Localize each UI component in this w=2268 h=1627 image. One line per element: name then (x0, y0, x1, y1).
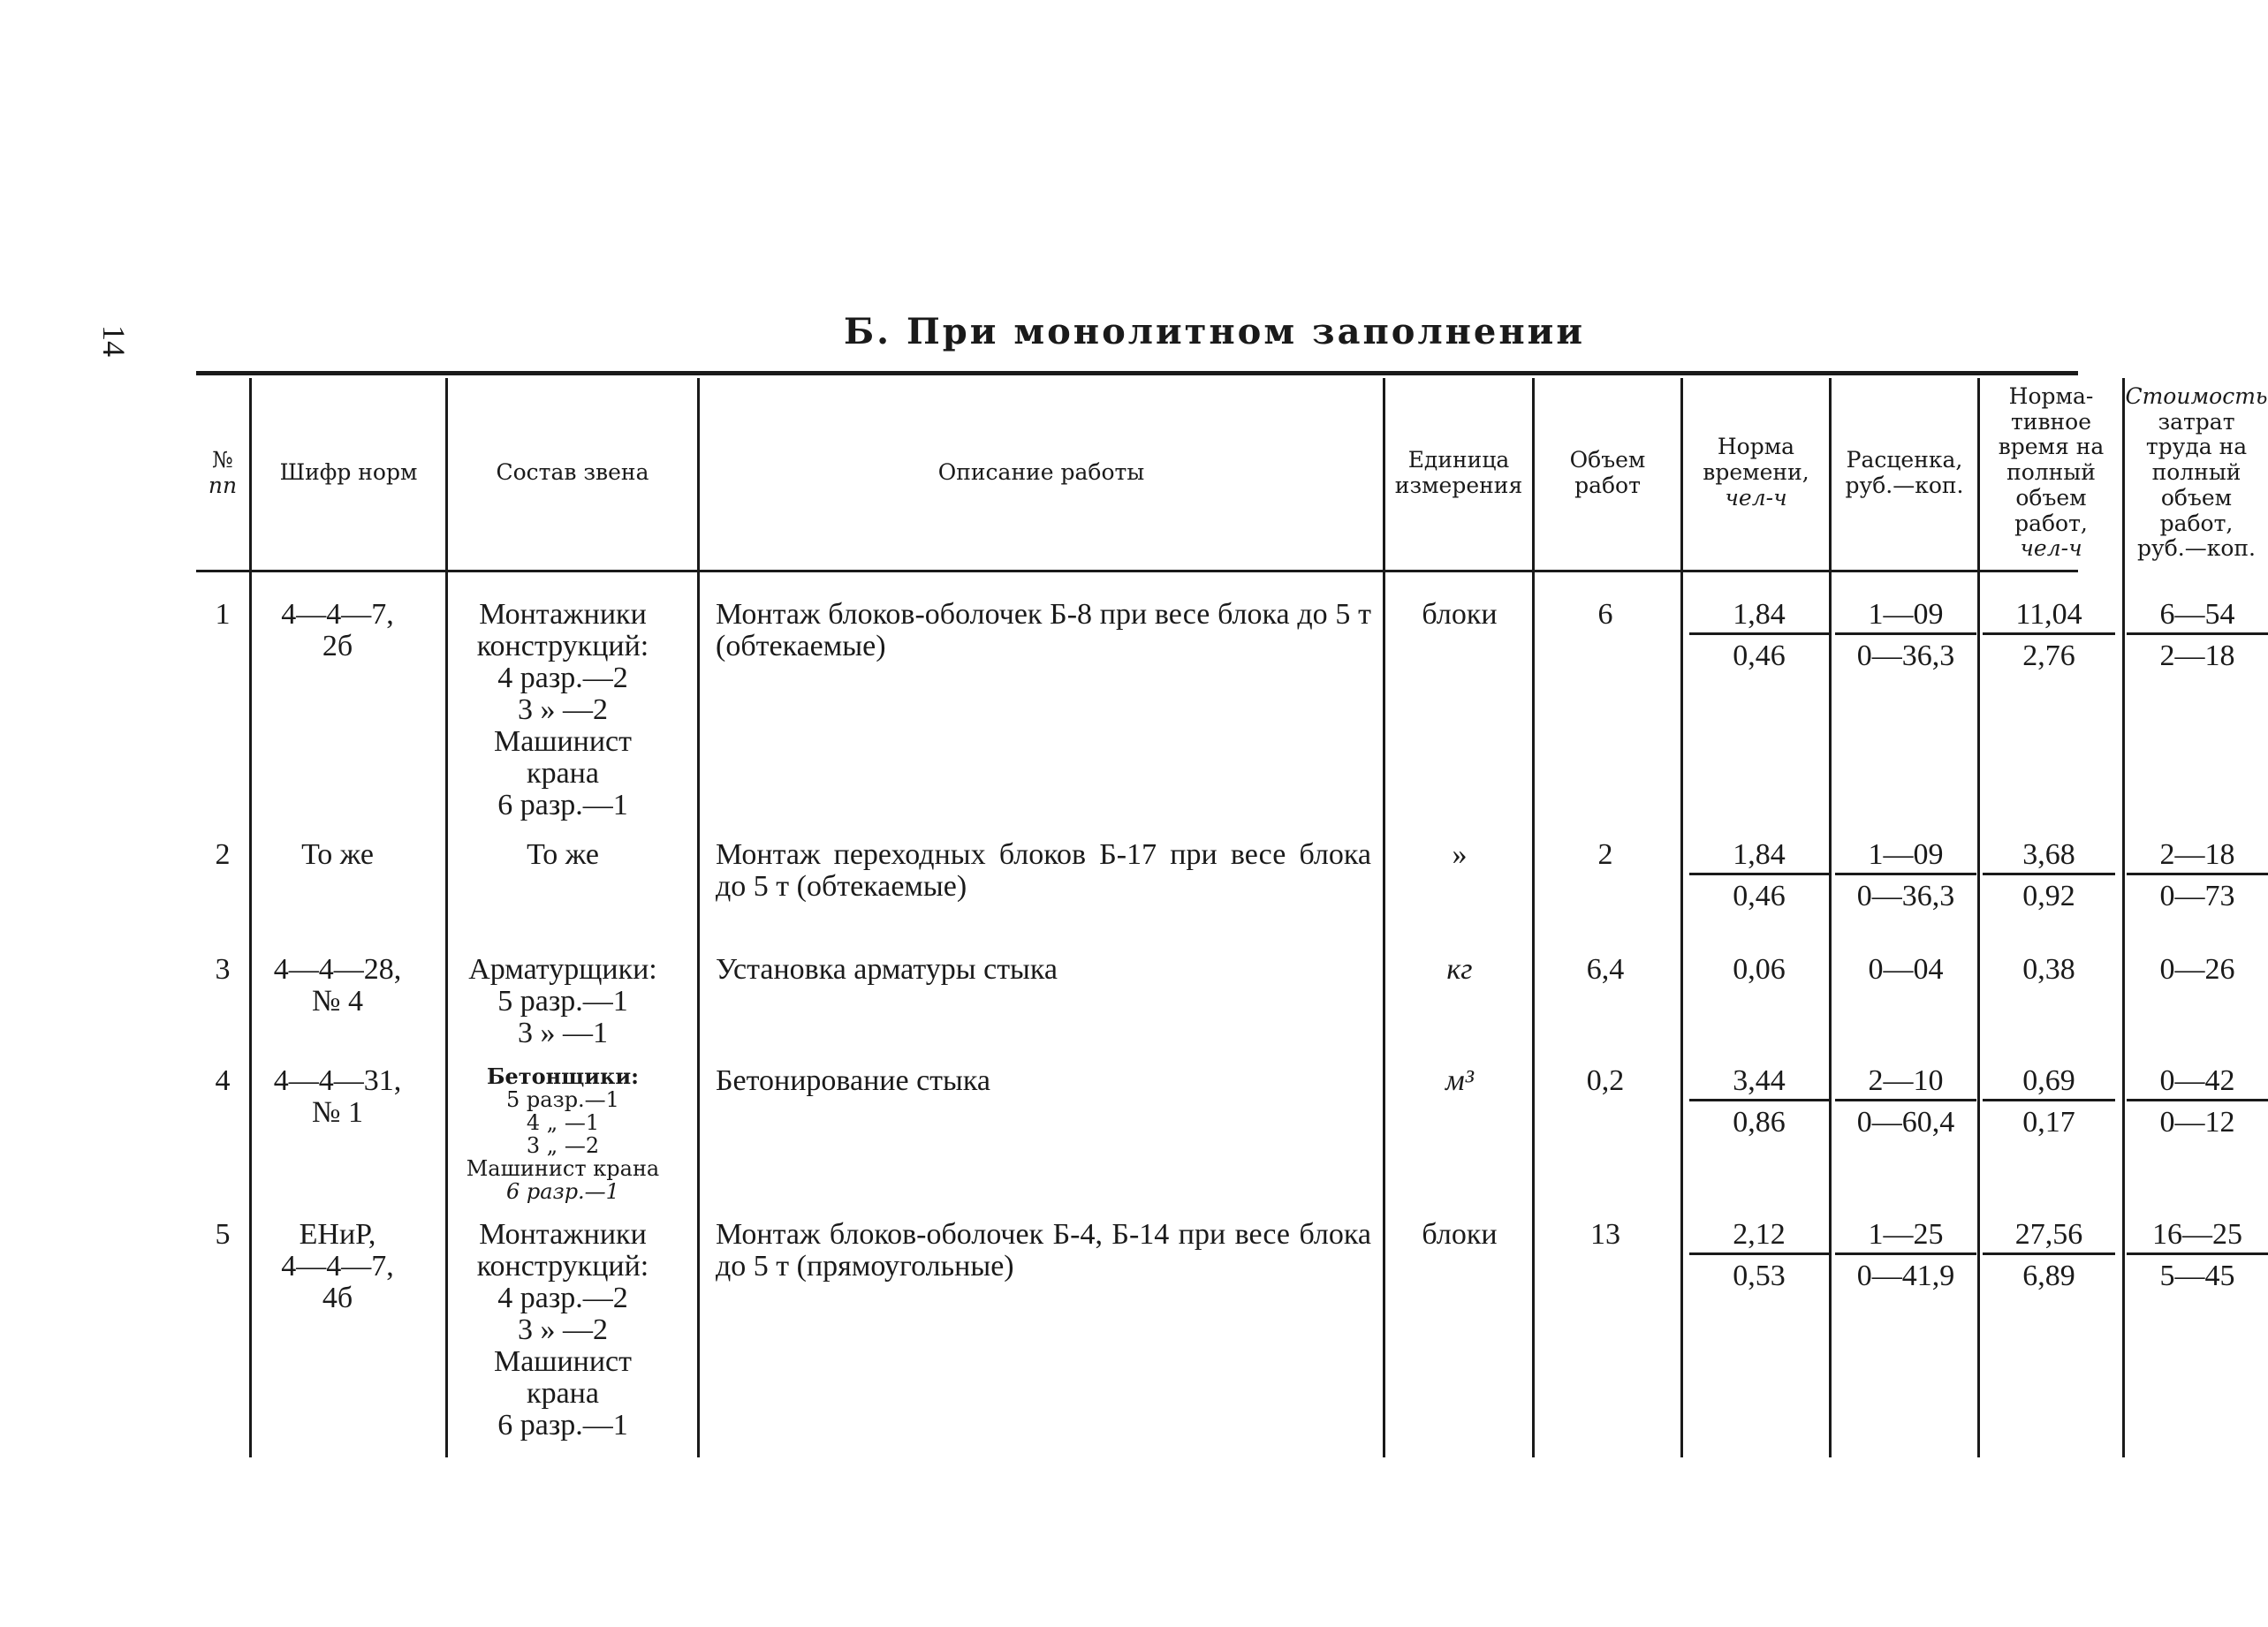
row-number: 4 (215, 1064, 231, 1097)
header-unit: Единица измерения (1394, 446, 1523, 498)
rate: 1—25 0—41,9 (1835, 1219, 1976, 1292)
volume: 6 (1597, 598, 1613, 631)
rate: 1—09 0—36,3 (1835, 839, 1976, 912)
full-cost: 2—18 0—73 (2127, 839, 2268, 912)
full-time: 0,38 (2022, 953, 2075, 986)
norm-code: 4—4—31, № 1 (273, 1064, 402, 1129)
full-time: 11,04 2,76 (1983, 599, 2115, 672)
header-full-cost: Стоимость затрат труда на полный объем работ, руб.—коп. (2125, 382, 2268, 562)
volume: 0,2 (1586, 1064, 1625, 1097)
table-top-rule (196, 371, 2078, 375)
header-code: Шифр норм (279, 459, 418, 486)
header-rate: Расценка, руб.—коп. (1845, 446, 1964, 498)
full-time: 27,56 6,89 (1983, 1219, 2115, 1292)
row-number: 3 (215, 953, 231, 986)
norm-code: 4—4—28, № 4 (273, 953, 402, 1018)
norm-code: ЕНиР, 4—4—7, 4б (281, 1218, 394, 1314)
header-norm-time: Норма времени, чел-ч (1703, 434, 1809, 511)
header-rule (196, 570, 2078, 572)
work-description: Установка арматуры стыка (716, 953, 1058, 986)
row-number: 5 (215, 1218, 231, 1251)
norm-time: 0,06 (1733, 953, 1786, 986)
unit: м³ (1445, 1064, 1474, 1097)
header-volume: Объем работ (1569, 446, 1646, 498)
work-description: Монтаж блоков-оболочек Б-8 при весе блока до 5 т (обтекаемые) (716, 598, 1371, 662)
norm-code: То же (301, 838, 374, 871)
crew-composition: Арматурщики: 5 разр.—1 3 » —1 (468, 953, 657, 1049)
crew-composition: Бетонщики: 5 разр.—1 4 „ —1 3 „ —2 Машинист крана 6 разр.—1 (466, 1063, 660, 1204)
crew-composition: То же (527, 838, 599, 871)
full-cost: 6—54 2—18 (2127, 599, 2268, 672)
page-number: 14 (96, 325, 132, 357)
header-crew: Состав звена (496, 459, 649, 486)
work-description: Монтаж переходных блоков Б-17 при весе блока до 5 т (обтекаемые) (716, 838, 1371, 903)
work-description: Монтаж блоков-оболочек Б-4, Б-14 при весе блока до 5 т (прямоугольные) (716, 1218, 1371, 1283)
volume: 6,4 (1586, 953, 1625, 986)
full-cost: 0—26 (2159, 953, 2235, 986)
rate: 2—10 0—60,4 (1835, 1065, 1976, 1139)
volume: 2 (1597, 838, 1613, 871)
unit: блоки (1422, 1218, 1498, 1251)
norm-time: 3,44 0,86 (1689, 1065, 1829, 1139)
rate: 0—04 (1868, 953, 1944, 986)
volume: 13 (1590, 1218, 1620, 1251)
full-time: 0,69 0,17 (1983, 1065, 2115, 1139)
crew-composition: Монтажники конструкций: 4 разр.—2 3 » —2 Машинист крана 6 разр.—1 (476, 1218, 649, 1442)
full-cost: 0—42 0—12 (2127, 1065, 2268, 1139)
full-cost: 16—25 5—45 (2127, 1219, 2268, 1292)
crew-composition: Монтажники конструкций: 4 разр.—2 3 » —2 Машинист крана 6 разр.—1 (476, 598, 649, 821)
header-num: № пп (208, 446, 238, 498)
unit: блоки (1422, 598, 1498, 631)
norm-time: 1,84 0,46 (1689, 599, 1829, 672)
header-full-time: Норма- тивное время на полный объем работ, чел-ч (1998, 382, 2105, 562)
unit: кг (1446, 953, 1473, 986)
norm-time: 1,84 0,46 (1689, 839, 1829, 912)
row-number: 1 (215, 598, 231, 631)
rate: 1—09 0—36,3 (1835, 599, 1976, 672)
work-description: Бетонирование стыка (716, 1064, 990, 1097)
norm-code: 4—4—7, 2б (281, 598, 394, 662)
row-number: 2 (215, 838, 231, 871)
header-description: Описание работы (937, 459, 1145, 486)
section-title: Б. При монолитном заполнении (844, 311, 1585, 352)
unit: » (1452, 838, 1468, 871)
norm-time: 2,12 0,53 (1689, 1219, 1829, 1292)
full-time: 3,68 0,92 (1983, 839, 2115, 912)
